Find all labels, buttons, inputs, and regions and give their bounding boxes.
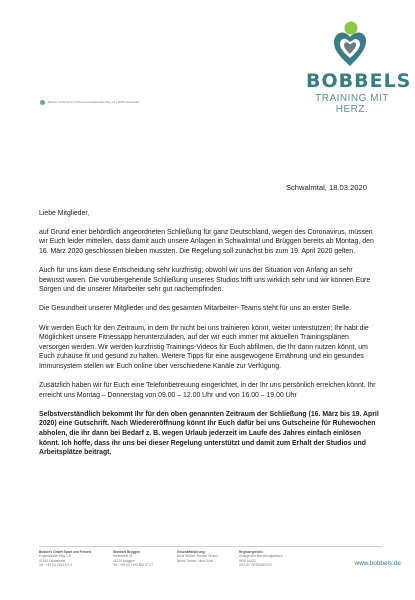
footer-register: Registergericht: Amtsgericht Mönchengladbach HRB 10423 UST-ID: DE294810734 <box>239 550 283 568</box>
heart-logo-icon <box>331 18 369 68</box>
letter-footer <box>39 550 389 580</box>
paragraph-credit: Selbstverständlich bekommt Ihr für den oben genannten Zeitraum der Schließung (16. März bis 19. April 2020) eine Gutschrift. Nach Wiedereröffnung könnt Ihr Euch dafür bei uns Gutscheine für Ruhewochen abholen, die ihr dann bei Bedarf z. B. wegen Urlaub jederzeit im Laufe des Jahres einfach einlösen könnt. Ich hoffe, dass ihr uns bei dieser Regelung unterstützt und damit zum Erhalt der Studios und Arbeitsplätze beitragt. <box>39 410 379 457</box>
footer-location: Standort Brüggen Weiherfeld 31 41379 Brüggen Tel.: +49 (0) 2163 800 37 47 <box>113 550 153 568</box>
paragraph-decision: Auch für uns kam diese Entscheidung sehr kurzfristig, obwohl wir uns der Situation von Anfang an sehr bewusst waren. Die vorübergehende Schließung unseres Studios trifft uns wirklich sehr und wir können Eure Sorgen und die unserer Mitarbeiter sehr gut nachempfinden. <box>39 266 371 294</box>
logo-tagline: TRAINING MIT HERZ. <box>315 93 389 115</box>
salutation: Liebe Mitglieder, <box>39 210 90 217</box>
paragraph-phone: Zusätzlich haben wir für Euch eine Telefonbetreuung eingerichtet, in der Ihr uns persönlich erreichen könnt. Ihr erreicht uns Montag – Donnerstag von 09.00 – 12.00 Uhr und von 16.00 – 19.00 Uhr <box>39 382 376 399</box>
logo-wordmark: BOBBELS <box>306 70 412 92</box>
letter-body <box>39 209 379 467</box>
sender-address: Bobbel's GmbH Sport und Freizeit | Engelsstraße Weg 1-5 | 41366 Schwalmtal <box>48 101 139 104</box>
letter-date: Schwalmtal, 18.03.2020 <box>285 183 367 192</box>
footer-website-link[interactable]: www.bobbels.de <box>354 560 401 567</box>
footer-management: Geschäftsführung: Boris Tacken, Helmut Tacken, Bernd Tacken, Nina Donk <box>177 550 219 563</box>
paragraph-health: Die Gesundheit unserer Mitglieder und des gesamten Mitarbeiter- Teams steht für uns an erster Stelle. <box>39 305 352 313</box>
paragraph-closure: auf Grund einer behördlich angeordneten Schließung für ganz Deutschland, wegen des Coronavirus, müssen wir Euch leider mitteilen, dass damit auch unsere Anlagen in Schwalmtal und Brüggen bereits ab Montag, den 16. März 2020 geschlossen bleiben mussten. Die Regelung soll zunächst bis zum 19. April 2020 gelten. <box>39 228 374 255</box>
sender-line <box>40 100 138 105</box>
footer-company: Bobbel's GmbH Sport und Freizeit Engelsstraße Weg 1-5 41366 Schwalmtal Tel.: +49 (0) 2163 8 9 4 <box>39 550 91 568</box>
sender-dot-icon <box>40 100 45 105</box>
footer-divider <box>39 546 382 547</box>
paragraph-support: Wir werden Euch für den Zeitraum, in dem Ihr nicht bei uns trainieren könnt, weiter unterstützen: Ihr habt die Möglichkeit unsere Fitnessapp herunterzuladen, auf der wir euch immer mit aktuellen Trainingsplänen versorgen werden. Wir werden kurzfristig Trainings-Videos für Euch abfilmen, die Ihr dann nutzen könnt, um Euch zuhause fit und gesund zu halten. Weitere Tipps für eine ausgewogene Ernährung und ein gesundes Immunsystem stellen wir Euch online über verschiedene Kanäle zur Verfügung. <box>39 324 369 370</box>
